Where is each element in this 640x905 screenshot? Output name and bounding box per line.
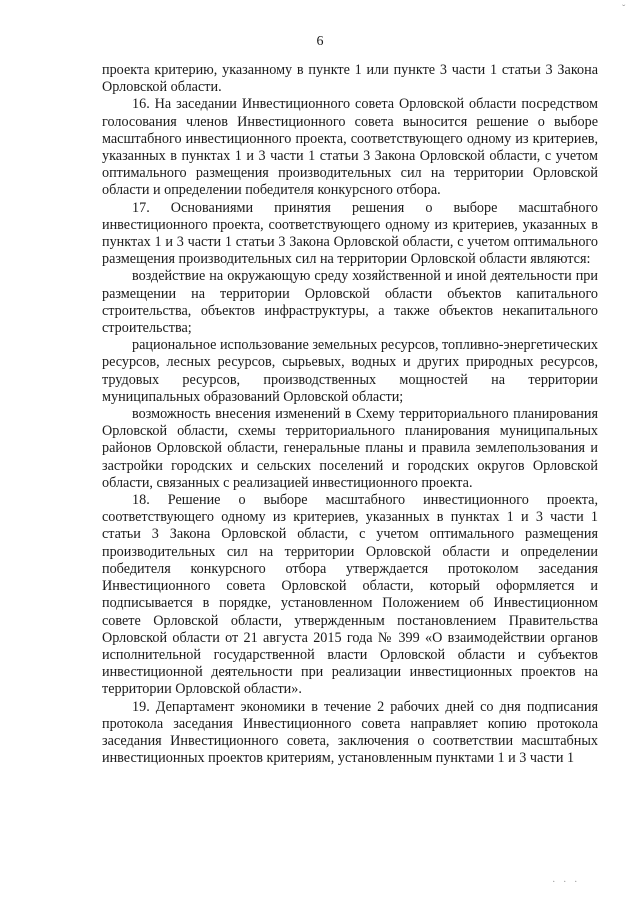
paragraph-continuation: проекта критерию, указанному в пункте 1 или пункте 3 части 1 статьи 3 Закона Орловской области.	[102, 62, 598, 96]
scan-mark-icon: ˇ	[622, 4, 626, 15]
paragraph-16: 16. На заседании Инвестиционного совета Орловской области посредством голосования членов Инвестиционного совета выносится решение о выборе масштабного инвестиционного проекта, соответствующего одному из критериев, указанных в пунктах 1 и 3 части 1 статьи 3 Закона Орловской области, с учетом оптимального размещения производительных сил на территории Орловской области и определении победителя конкурсного отбора.	[102, 96, 598, 199]
paragraph-17-item-environment: воздействие на окружающую среду хозяйственной и иной деятельности при размещении на территории Орловской области объектов капитального строительства, объектов инфраструктуры, а также объектов некапитального строительства;	[102, 268, 598, 337]
paragraph-17-item-planning: возможность внесения изменений в Схему территориального планирования Орловской области, схемы территориального планирования муниципальных районов Орловской области, генеральные планы и правила землепользования и застройки городских и сельских поселений и городских округов Орловской области, связанных с реализацией инвестиционного проекта.	[102, 406, 598, 491]
paragraph-17-item-resources: рациональное использование земельных ресурсов, топливно-энергетических ресурсов, лесных ресурсов, сырьевых, водных и других природных ресурсов, трудовых ресурсов, производственных мощностей на территории муниципальных образований Орловской области;	[102, 337, 598, 405]
paragraph-17: 17. Основаниями принятия решения о выборе масштабного инвестиционного проекта, соответствующего одному из критериев, указанных в пунктах 1 и 3 части 1 статьи 3 Закона Орловской области, с учетом оптимального размещения производительных сил на территории Орловской области являются:	[102, 199, 598, 268]
scan-dots-icon: . . .	[552, 874, 580, 885]
paragraph-18: 18. Решение о выборе масштабного инвестиционного проекта, соответствующего одному из критериев, указанных в пунктах 1 и 3 части 1 статьи 3 Закона Орловской области, с учетом оптимального размещения производительных сил на территории Орловской области и определении победителя конкурсного отбора утверждается протоколом заседания Инвестиционного совета Орловской области, который оформляется и подписывается в порядке, установленном Положением об Инвестиционном совете Орловской области, утвержденным постановлением Правительства Орловской области от 21 августа 2015 года № 399 «О взаимодействии органов исполнительной государственной власти Орловской области и субъектов инвестиционной деятельности при реализации инвестиционных проектов на территории Орловской области».	[102, 492, 598, 698]
document-body	[102, 62, 598, 767]
page-number: 6	[316, 34, 324, 49]
paragraph-19: 19. Департамент экономики в течение 2 рабочих дней со дня подписания протокола заседания Инвестиционного совета направляет копию протокола заседания Инвестиционного совета, заключения о соответствии масштабных инвестиционных проектов критериям, установленным пунктами 1 и 3 части 1	[102, 698, 598, 767]
